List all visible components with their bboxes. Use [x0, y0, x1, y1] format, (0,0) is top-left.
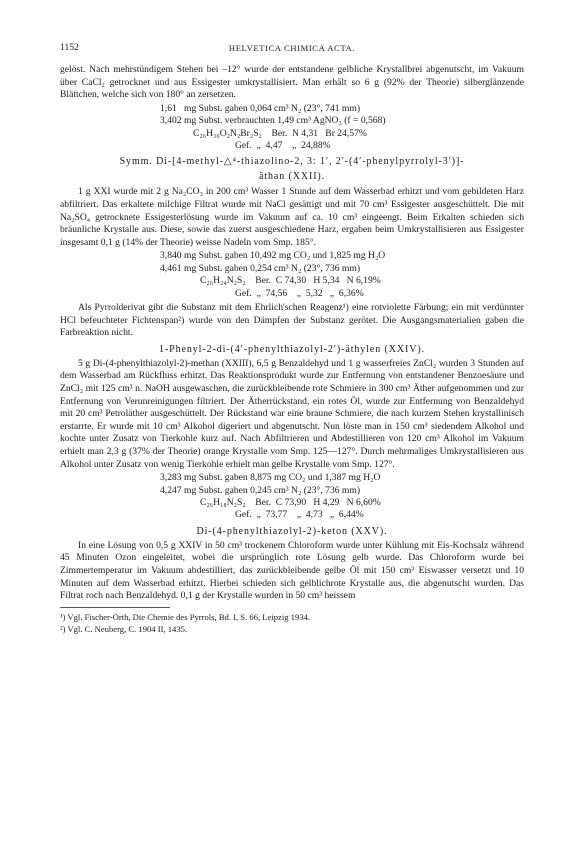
analysis-found: Gef. „ 73,77 „ 4,73 „ 6,44%	[235, 509, 364, 521]
footnotes	[60, 612, 524, 636]
analysis-found: Gef. „ 74,56 „ 5,32 „ 6,36%	[235, 287, 364, 299]
page-header	[60, 42, 524, 56]
analysis-block-2	[60, 250, 524, 300]
paragraph-2: 1 g XXI wurde mit 2 g Na₂CO₃ in 200 cm³ Wasser 1 Stunde auf dem Wasserbad erhitzt und vom gebildeten Harz abfiltriert. Das erkaltete milchige Filtrat wurde mit NaCl gesättigt und mit 70 cm³ Essigester ausgeschüttelt. Die mit Na₂SO₄ getrocknete Essigesterlösung wurde im Vakuum auf ca. 10 cm³ eingeengt. Beim Erkalten schieden sich bräunliche Krystalle aus. Diese, sowie das zuerst ausgeschiedene Harz, ergaben beim Umkrystallisieren aus Essigester insgesamt 0,1 g (14% der Theorie) weisse Nadeln vom Smp. 185°.	[60, 186, 524, 248]
analysis-found: Gef. „ 4,47 „ 24,88%	[235, 140, 331, 151]
paragraph-5: In eine Lösung von 0,5 g XXIV in 50 cm³ trockenem Chloroform wurde unter Kühlung mit Eis-Kochsalz während 45 Minuten Ozon eingeleitet, wobei die ursprünglich rote Lösung gelb wurde. Das Chloroform wurde bei Zimmertemperatur im Vakuum abdestilliert, das zurückbleibende gelbe Öl mit 150 cm³ Eiswasser versetzt und 10 Minuten auf dem Wasserbad erhitzt. Hierbei schieden sich gelblichrote Krystalle aus, die abgenutscht wurden. Das Filtrat roch nach Benzaldehyd. 0,1 g der Krystalle wurden in 50 cm³ heissem	[60, 539, 524, 602]
analysis-line: 1,61 mg Subst. gaben 0,064 cm³ N₂ (23°, 741 mm)	[160, 102, 361, 114]
analysis-block-3	[60, 472, 524, 522]
paragraph-1: gelöst. Nach mehrstündigem Stehen bei –12° wurde der entstandene gelbliche Krystallbrei abgenutscht, im Vakuum über CaCl₂ getrocknet und aus Essigester umkrystallisiert. Man erhält so 6 g (92% der Theorie) silberglänzende Blättchen, welche sich von 180° an zersetzen.	[60, 64, 524, 101]
footnote-1: ¹) Vgl. Fischer-Orth, Die Chemie des Pyrrols, Bd. I, S. 66, Leipzig 1934.	[60, 611, 311, 622]
paragraph-3: Als Pyrrolderivat gibt die Substanz mit dem Ehrlich'schen Reagenz¹) eine rotviolette Färbung; ein mit verdünnter HCl befeuchteter Fichtenspan²) wurde von den Dämpfen der Substanz gerötet. Die Ausgangsmaterialien gaben die Farbreaktion nicht.	[60, 302, 524, 339]
document-page	[60, 42, 524, 635]
analysis-line: 4,461 mg Subst. gaben 0,254 cm³ N₂ (23°, 736 mm)	[160, 262, 361, 274]
section-title-xxii-cont: äthan (XXII).	[258, 171, 326, 183]
analysis-line: 3,840 mg Subst. gaben 10,492 mg CO₂ und 1,825 mg H₂O	[160, 250, 386, 262]
section-title-xxii: Symm. Di-[4-methyl-△⁴-thiazolino-2, 3: 1′, 2′-(4′-phenylpyrrolyl-3′)]-	[119, 156, 465, 168]
footnote-2: ²) Vgl. C. Neuberg, C. 1904 II, 1435.	[60, 623, 188, 634]
page-number: 1152	[60, 42, 79, 53]
section-title-xxv: Di-(4-phenylthiazolyl-2)-keton (XXV).	[196, 525, 388, 537]
analysis-formula: C₂₆H₁₈N₂S₂ Ber. C 73,90 H 4,29 N 6,60%	[200, 496, 381, 508]
footnote-rule	[60, 607, 170, 610]
analysis-formula: C₂₆H₂₄N₂S₂ Ber. C 74,30 H 5,34 N 6,19%	[200, 275, 381, 287]
analysis-line: 4,247 mg Subst. gaben 0,245 cm³ N₂ (23°, 736 mm)	[160, 484, 361, 496]
analysis-block-1	[60, 103, 524, 153]
journal-title: HELVETICA CHIMICA ACTA.	[228, 43, 356, 53]
section-title-xxiv: 1-Phenyl-2-di-(4′-phenylthiazolyl-2′)-äthylen (XXIV).	[159, 343, 425, 355]
analysis-line: 3,283 mg Subst. gaben 8,875 mg CO₂ und 1,387 mg H₂O	[160, 472, 381, 484]
paragraph-4: 5 g Di-(4-phenylthiazolyl-2)-methan (XXIII), 6,5 g Benzaldehyd und 1 g wasserfreies ZnCl₂ wurden 3 Stunden auf dem Wasserbad am Rückfluss erhitzt. Das Reaktionsprodukt wurde zur Entfernung von entstandener Benzoesäure und ZnCl₂ mit 125 cm³ n. NaOH ausgewaschen, die zurückbleibende rote Schmiere in 300 cm³ Äther aufgenommen und zur Entfernung von Verunreinigungen filtriert. Der Ätherrückstand, ein rotes Öl, wurde zur Entfernung von Benzaldehyd mit 20 cm³ Petroläther ausgeschüttelt. Der Rückstand war eine braune Schmiere, die nach kurzem Stehen krystallinisch erstarrte. Er wurde mit 10 cm³ Alkohol digeriert und abgenutscht. Nun löste man in 150 cm³ siedendem Alkohol und kochte unter Zusatz von Tierkohle kurz auf. Nach Abfiltrieren und Abdestillieren von 120 cm³ Alkohol im Vakuum erhielt man 2,3 g (37% der Theorie) orange Krystalle vom Smp. 125—127°. Durch mehrmaliges Umkrystallisieren aus Alkohol unter Zusatz von wenig Tierkohle erhielt man gelbe Krystalle vom Smp. 127°.	[60, 357, 524, 470]
analysis-line: 3,402 mg Subst. verbrauchten 1,49 cm³ AgNO₃ (f = 0,568)	[160, 115, 386, 127]
analysis-formula: C₂₆H₃₀O₂N₂Br₂S₂ Ber. N 4,31 Br 24,57%	[193, 127, 367, 139]
